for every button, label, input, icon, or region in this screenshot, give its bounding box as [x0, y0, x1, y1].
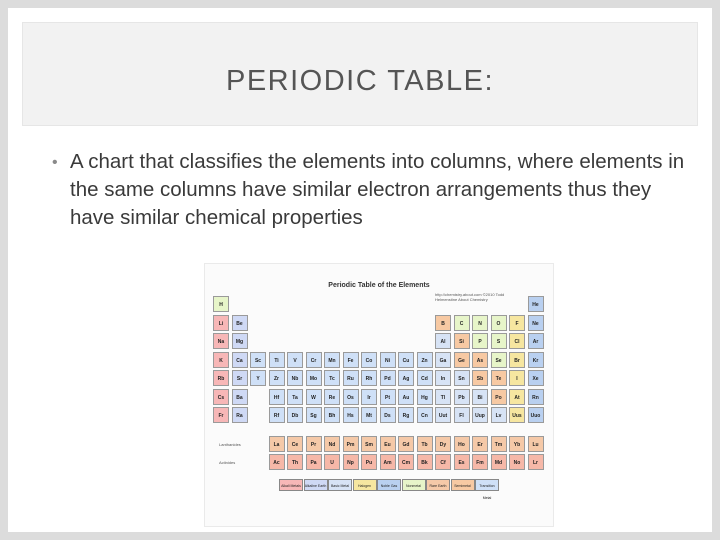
element-cell: Rf	[269, 407, 285, 423]
periodic-table-note: http://chemistry.about.com ©2010 Todd Helmenstine About Chemistry	[435, 292, 505, 302]
element-cell: V	[287, 352, 303, 368]
legend-item: Semimetal	[451, 479, 475, 491]
element-cell: Ar	[528, 333, 544, 349]
element-cell: Bk	[417, 454, 433, 470]
element-cell: Be	[232, 315, 248, 331]
element-cell: F	[509, 315, 525, 331]
legend-item: Noble Gas	[377, 479, 401, 491]
element-cell: Fr	[213, 407, 229, 423]
element-cell: Pb	[454, 389, 470, 405]
element-cell: Cr	[306, 352, 322, 368]
element-cell: Uuo	[528, 407, 544, 423]
element-cell: Tm	[491, 436, 507, 452]
element-cell: Lr	[528, 454, 544, 470]
actinides-label: Actinides	[219, 460, 236, 465]
legend-item: Halogen	[353, 479, 377, 491]
element-cell: Cl	[509, 333, 525, 349]
legend-item: Transition Metal	[475, 479, 499, 491]
element-cell: Se	[491, 352, 507, 368]
element-cell: Cu	[398, 352, 414, 368]
element-cell: Lv	[491, 407, 507, 423]
element-cell: Pr	[306, 436, 322, 452]
element-cell: Rb	[213, 370, 229, 386]
element-cell: Eu	[380, 436, 396, 452]
element-cell: Er	[472, 436, 488, 452]
element-cell: Tl	[435, 389, 451, 405]
element-cell: Ds	[380, 407, 396, 423]
element-cell: S	[491, 333, 507, 349]
element-cell: Ru	[343, 370, 359, 386]
element-cell: La	[269, 436, 285, 452]
element-cell: U	[324, 454, 340, 470]
element-cell: Ne	[528, 315, 544, 331]
element-cell: Ag	[398, 370, 414, 386]
bullet-icon: •	[52, 154, 58, 171]
element-cell: Gd	[398, 436, 414, 452]
element-cell: Ho	[454, 436, 470, 452]
element-cell: Xe	[528, 370, 544, 386]
element-cell: Pt	[380, 389, 396, 405]
element-cell: Hf	[269, 389, 285, 405]
element-cell: Sn	[454, 370, 470, 386]
element-cell: Pu	[361, 454, 377, 470]
element-cell: Ir	[361, 389, 377, 405]
element-cell: Al	[435, 333, 451, 349]
element-cell: Sb	[472, 370, 488, 386]
element-cell: Te	[491, 370, 507, 386]
element-cell: Md	[491, 454, 507, 470]
element-cell: Lu	[528, 436, 544, 452]
element-cell: K	[213, 352, 229, 368]
element-cell: Mo	[306, 370, 322, 386]
element-cell: Fm	[472, 454, 488, 470]
element-cell: Na	[213, 333, 229, 349]
element-cell: No	[509, 454, 525, 470]
element-cell: Mt	[361, 407, 377, 423]
slide	[8, 8, 712, 532]
element-cell: Ta	[287, 389, 303, 405]
element-cell: Ni	[380, 352, 396, 368]
element-cell: Am	[380, 454, 396, 470]
element-cell: N	[472, 315, 488, 331]
element-cell: Nb	[287, 370, 303, 386]
title-bar	[22, 22, 698, 126]
legend-item: Alkali Metals	[279, 479, 303, 491]
element-cell: Ti	[269, 352, 285, 368]
bullet-text: A chart that classifies the elements into columns, where elements in the same columns have similar electron arrangements thus they have similar chemical properties	[70, 150, 685, 229]
legend-item: Alkaline Earth	[304, 479, 328, 491]
slide-title: PERIODIC TABLE:	[226, 65, 494, 97]
element-cell: P	[472, 333, 488, 349]
element-cell: Po	[491, 389, 507, 405]
element-cell: Cn	[417, 407, 433, 423]
element-cell: Es	[454, 454, 470, 470]
legend-item: Rare Earth	[426, 479, 450, 491]
element-cell: Nd	[324, 436, 340, 452]
element-cell: Pd	[380, 370, 396, 386]
element-cell: Os	[343, 389, 359, 405]
element-cell: I	[509, 370, 525, 386]
element-cell: Rn	[528, 389, 544, 405]
element-cell: Mn	[324, 352, 340, 368]
element-cell: Yb	[509, 436, 525, 452]
element-cell: Sc	[250, 352, 266, 368]
element-cell: Uup	[472, 407, 488, 423]
element-cell: Zr	[269, 370, 285, 386]
element-cell: At	[509, 389, 525, 405]
element-cell: Rg	[398, 407, 414, 423]
element-cell: Cf	[435, 454, 451, 470]
element-cell: Ga	[435, 352, 451, 368]
element-cell: Kr	[528, 352, 544, 368]
element-cell: Fe	[343, 352, 359, 368]
element-cell: Zn	[417, 352, 433, 368]
element-cell: Th	[287, 454, 303, 470]
element-cell: Si	[454, 333, 470, 349]
element-cell: Cd	[417, 370, 433, 386]
element-cell: Y	[250, 370, 266, 386]
element-cell: Hg	[417, 389, 433, 405]
element-cell: Np	[343, 454, 359, 470]
element-cell: Cs	[213, 389, 229, 405]
element-cell: He	[528, 296, 544, 312]
element-cell: Hs	[343, 407, 359, 423]
element-cell: Pm	[343, 436, 359, 452]
element-cell: Re	[324, 389, 340, 405]
element-cell: Bi	[472, 389, 488, 405]
element-cell: Sg	[306, 407, 322, 423]
element-cell: H	[213, 296, 229, 312]
element-cell: Ge	[454, 352, 470, 368]
element-cell: Sm	[361, 436, 377, 452]
element-cell: Db	[287, 407, 303, 423]
element-cell: Pa	[306, 454, 322, 470]
element-cell: Ra	[232, 407, 248, 423]
element-cell: Uus	[509, 407, 525, 423]
element-cell: Rh	[361, 370, 377, 386]
element-cell: Dy	[435, 436, 451, 452]
element-cell: Sr	[232, 370, 248, 386]
element-cell: Tb	[417, 436, 433, 452]
element-cell: Tc	[324, 370, 340, 386]
element-cell: Cm	[398, 454, 414, 470]
legend-item: Basic Metal	[328, 479, 352, 491]
element-cell: Mg	[232, 333, 248, 349]
element-cell: Co	[361, 352, 377, 368]
element-cell: C	[454, 315, 470, 331]
element-cell: Uut	[435, 407, 451, 423]
element-cell: Au	[398, 389, 414, 405]
element-cell: Br	[509, 352, 525, 368]
lanthanides-label: Lanthanides	[219, 441, 241, 447]
element-cell: W	[306, 389, 322, 405]
element-cell: Fl	[454, 407, 470, 423]
element-cell: O	[491, 315, 507, 331]
element-cell: Li	[213, 315, 229, 331]
element-cell: As	[472, 352, 488, 368]
element-cell: Ac	[269, 454, 285, 470]
element-cell: In	[435, 370, 451, 386]
legend-item: Nonmetal	[402, 479, 426, 491]
element-cell: Ce	[287, 436, 303, 452]
element-cell: B	[435, 315, 451, 331]
element-cell: Ca	[232, 352, 248, 368]
element-cell: Ba	[232, 389, 248, 405]
element-cell: Bh	[324, 407, 340, 423]
periodic-table-image	[204, 263, 554, 527]
periodic-table-title: Periodic Table of the Elements	[328, 282, 430, 289]
